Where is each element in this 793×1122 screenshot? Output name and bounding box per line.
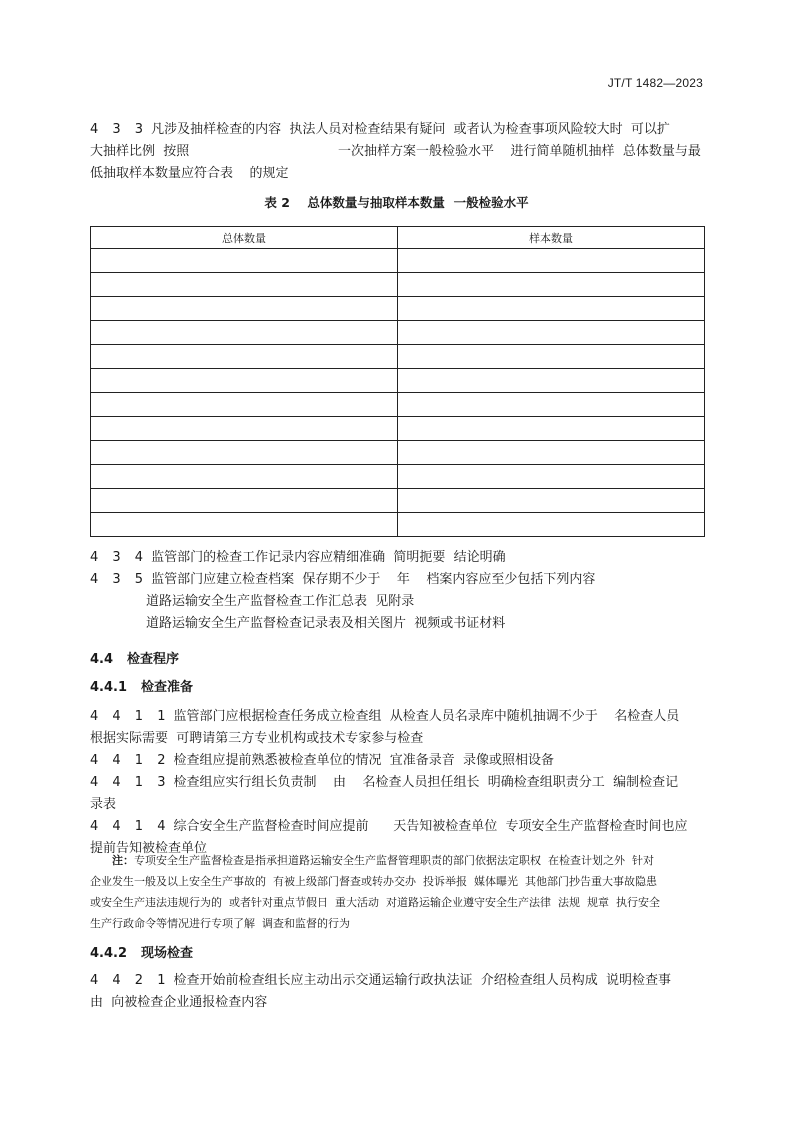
note-text-line: 企业发生一般及以上安全生产事故的 有被上级部门督查或转办交办 投诉举报 媒体曝光 其他部门抄告重大事故隐患 [90,875,657,888]
section-number: 4.4.1 [90,680,128,695]
table-row [91,297,705,321]
note-text-line: 或安全生产违法违规行为的 或者针对重点节假日 重大活动 对道路运输企业遵守安全生产法律 法规 规章 执行安全 [90,896,660,909]
table-row [91,417,705,441]
subsection-heading [90,676,193,695]
table-row [91,441,705,465]
clause-text-line: 凡涉及抽样检查的内容 执法人员对检查结果有疑问 或者认为检查事项风险较大时 可以扩 [151,122,670,137]
clause-text-line: 监管部门应根据检查任务成立检查组 从检查人员名录库中随机抽调不少于 名检查人员 [173,709,680,724]
clause-text: 监管部门应建立检查档案 保存期不少于 年 档案内容应至少包括下列内容 [151,572,596,587]
section-title: 现场检查 [141,946,194,961]
table-cell [91,273,398,297]
column-header: 总体数量 [91,227,398,249]
clause-4-3-3 [90,119,710,185]
sampling-table [90,226,705,537]
table-cell [398,489,705,513]
clause-text-line: 检查组应实行组长负责制 由 名检查人员担任组长 明确检查组职责分工 编制检查记 [173,775,679,790]
table-cell [398,513,705,537]
table-header-row [91,227,705,249]
table-cell [91,513,398,537]
clause-4-4-1-3 [90,772,710,816]
table-row [91,393,705,417]
clause-text-line: 根据实际需要 可聘请第三方专业机构或技术专家参与检查 [90,731,424,746]
clause-4-4-1-2 [90,750,710,772]
table-row [91,513,705,537]
clause-text-line: 录表 [90,797,117,812]
table-cell [398,441,705,465]
table-row [91,345,705,369]
clause-text-line: 低抽取样本数量应符合表 的规定 [90,166,289,181]
table-cell [91,465,398,489]
list-item: 道路运输安全生产监督检查记录表及相关图片 视频或书证材料 [146,616,506,631]
table-cell [91,489,398,513]
table-cell [398,393,705,417]
clause-number: 4 4 1 1 [90,709,171,724]
section-number: 4.4 [90,652,114,667]
clause-number: 4 4 1 4 [90,819,171,834]
table-cell [398,345,705,369]
table-row [91,321,705,345]
table-cell [91,321,398,345]
section-heading [90,648,179,667]
table-cell [398,297,705,321]
note-label: 注： [112,854,134,867]
column-header: 样本数量 [398,227,705,249]
table-cell [398,321,705,345]
clause-text-line: 综合安全生产监督检查时间应提前 天告知被检查单位 专项安全生产监督检查时间也应 [173,819,688,834]
table-caption: 表 2 总体数量与抽取样本数量 一般检验水平 [264,195,529,210]
table-cell [398,249,705,273]
table-row [91,369,705,393]
subsection-heading [90,942,193,961]
table-cell [398,417,705,441]
section-number: 4.4.2 [90,946,128,961]
note-text-line: 生产行政命令等情况进行专项了解 调查和监督的行为 [90,917,350,930]
section-title: 检查程序 [127,652,180,667]
note-block [90,850,710,934]
table-row [91,489,705,513]
table-cell [91,441,398,465]
clause-number: 4 4 1 3 [90,775,171,790]
table-cell [91,249,398,273]
clause-4-3-5 [90,569,710,635]
clause-text-line: 由 向被检查企业通报检查内容 [90,995,268,1010]
table-cell [398,273,705,297]
table-cell [91,345,398,369]
section-title: 检查准备 [141,680,194,695]
list-item: 道路运输安全生产监督检查工作汇总表 见附录 [146,594,415,609]
table-cell [91,393,398,417]
note-text-line: 专项安全生产监督检查是指承担道路运输安全生产监督管理职责的部门依据法定职权 在检查计划之外 针对 [134,854,654,867]
clause-4-4-2-1 [90,970,710,1014]
clause-number: 4 3 3 [90,122,149,137]
clause-text-line: 大抽样比例 按照 一次抽样方案一般检验水平 进行简单随机抽样 总体数量与最 [90,144,701,159]
clause-text-line: 提前告知被检查单位 [90,841,208,856]
clause-text-line: 检查开始前检查组长应主动出示交通运输行政执法证 介绍检查组人员构成 说明检查事 [173,973,672,988]
table-cell [398,465,705,489]
clause-number: 4 3 4 [90,550,149,565]
clause-4-3-4 [90,547,710,569]
clause-text: 检查组应提前熟悉被检查单位的情况 宜准备录音 录像或照相设备 [173,753,555,768]
table-row [91,273,705,297]
table-row [91,465,705,489]
table-cell [91,417,398,441]
clause-number: 4 4 1 2 [90,753,171,768]
clause-text: 监管部门的检查工作记录内容应精细准确 简明扼要 结论明确 [151,550,506,565]
table-cell [91,369,398,393]
table-row [91,249,705,273]
clause-number: 4 4 2 1 [90,973,171,988]
table-cell [398,369,705,393]
clause-number: 4 3 5 [90,572,149,587]
table-cell [91,297,398,321]
clause-4-4-1-1 [90,706,710,750]
standard-code: JT/T 1482—2023 [607,76,703,90]
